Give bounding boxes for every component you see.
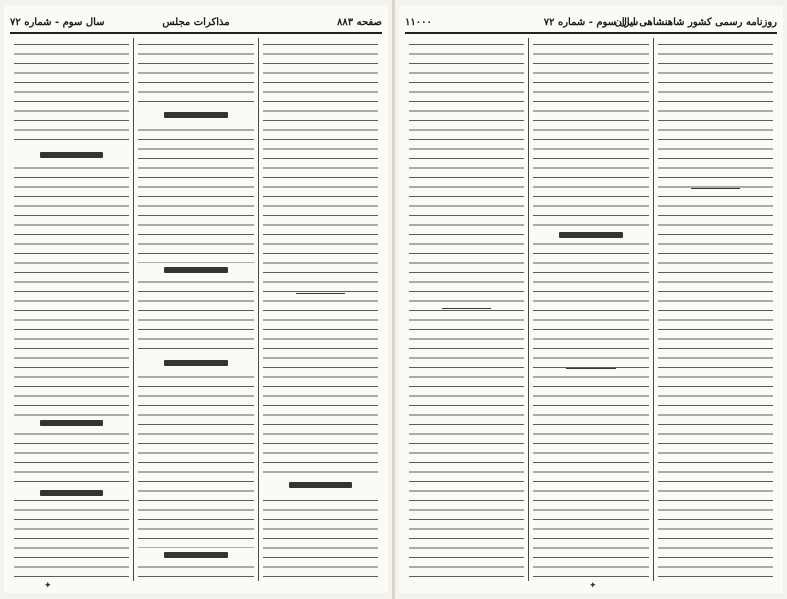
left-page	[4, 6, 388, 593]
section-heading	[263, 478, 378, 492]
right-text-column-left	[405, 38, 529, 581]
right-header-rule	[405, 32, 777, 34]
section-divider	[296, 293, 345, 294]
left-page-issue: سال سوم - شماره ۷۲	[10, 16, 105, 28]
right-text-column-middle	[529, 38, 653, 581]
section-heading	[533, 228, 648, 242]
left-text-column-right	[259, 38, 382, 581]
left-page-header	[10, 14, 382, 30]
right-page-number: ۱۱۰۰۰	[405, 16, 432, 28]
right-page-issue: سال سوم - شماره ۷۲	[543, 16, 639, 28]
ornament-mark: ✦	[589, 581, 597, 591]
section-heading	[14, 486, 129, 500]
section-heading	[138, 548, 253, 562]
right-page	[399, 6, 783, 593]
section-heading	[138, 108, 253, 122]
page-gutter	[392, 0, 395, 599]
section-divider	[442, 308, 491, 309]
right-text-column-right	[654, 38, 777, 581]
section-heading	[138, 356, 253, 370]
right-columns	[405, 38, 777, 581]
ornament-mark: ✦	[44, 581, 52, 591]
section-divider	[566, 368, 615, 369]
right-page-title: روزنامه رسمی کشور شاهنشاهی ایران	[614, 16, 777, 28]
left-columns	[10, 38, 382, 581]
left-page-number: صفحه ۸۸۳	[337, 16, 382, 28]
left-header-rule	[10, 32, 382, 34]
right-page-header	[405, 14, 777, 30]
section-divider	[691, 188, 740, 189]
section-heading	[14, 416, 129, 430]
left-text-column-middle	[134, 38, 258, 581]
left-page-title: مذاکرات مجلس	[162, 16, 230, 28]
section-heading	[14, 148, 129, 162]
section-heading	[138, 263, 253, 277]
left-text-column-left	[10, 38, 134, 581]
